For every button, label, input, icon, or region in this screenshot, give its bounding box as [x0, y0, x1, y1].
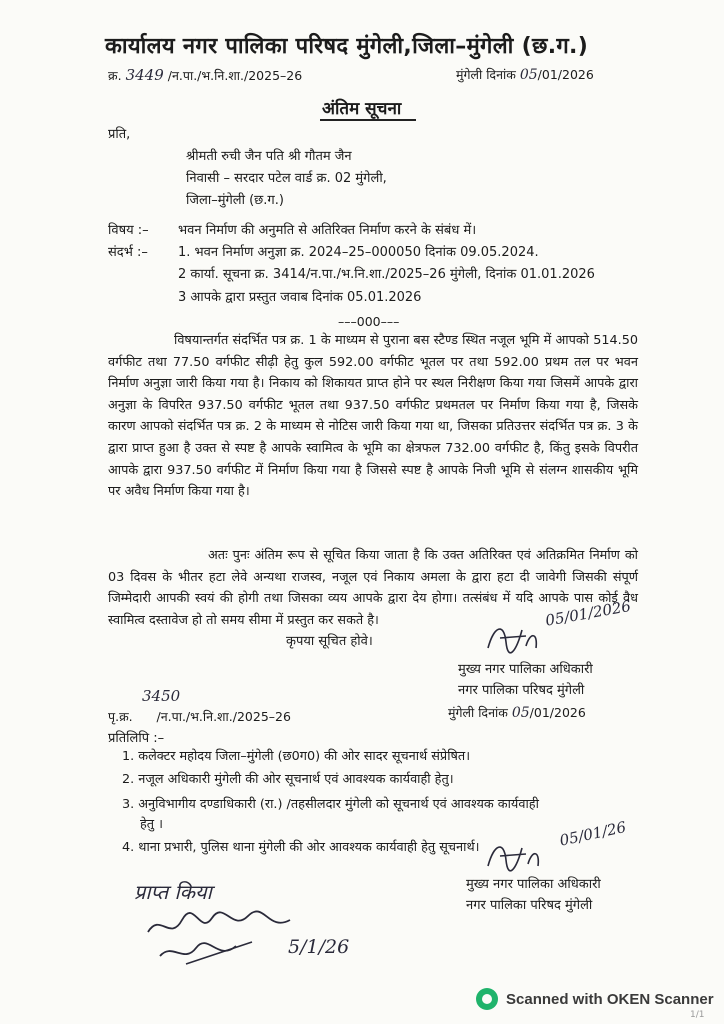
- subject-label: विषय :–: [108, 223, 149, 238]
- endorsement-number: 3450: [142, 687, 181, 705]
- copy-list-item: 1. कलेक्टर महोदय जिला–मुंगेली (छ0ग0) की ओर सादर सूचनार्थ संप्रेषित।: [122, 749, 471, 764]
- reference-prefix: क्र.: [108, 68, 122, 83]
- notice-title: अंतिम सूचना: [322, 99, 402, 119]
- signature-1-date: 05/01/2026: [544, 596, 633, 630]
- reference-item: 1. भवन निर्माण अनुज्ञा क्र. 2024–25–000050 दिनांक 09.05.2024.: [178, 245, 539, 260]
- signatory-office: नगर पालिका परिषद मुंगेली: [458, 683, 585, 698]
- closing-text: कृपया सूचित होवे।: [286, 634, 373, 649]
- endorsement-date: [448, 704, 586, 721]
- body-paragraph-1: विषयान्तर्गत संदर्भित पत्र क्र. 1 के माध्यम से पुराना बस स्टैण्ड स्थित नजूल भूमि में आपको 514.50 वर्गफीट तथा 77.50 वर्गफीट सीढ़ी हेतु कुल 592.00 वर्गफीट भूतल पर तथा 592.00 प्रथम तल पर भवन निर्माण अनुज्ञा जारी किया गया है। निकाय को शिकायत प्राप्त होने पर स्थल निरीक्षण किया गया जिसमें आपके द्वारा अनुज्ञा के विपरित 937.50 वर्गफीट भूतल तथा 937.50 वर्गफीट प्रथमतल पर निर्माण किया गया है, जिसके कारण आपको संदर्भित पत्र क्र. 2 के माध्यम से नोटिस जारी किया गया था, जिसका प्रतिउत्तर संदर्भित पत्र क्र. 3 के द्वारा प्राप्त हुआ है उक्त से स्पष्ट है आपके स्वामित्व के भूमि का क्षेत्रफल 732.00 वर्गफीट है, किंतु इसके विपरीत आपके द्वारा 937.50 वर्गफीट में निर्माण किया गया है जिससे स्पष्ट है आपके निजी भूमि से संलग्न शासकीय भूमि पर अवैध निर्माण किया गया है।: [108, 333, 638, 500]
- copy-list-item: 4. थाना प्रभारी, पुलिस थाना मुंगेली की ओर आवश्यक कार्यवाही हेतु सूचनार्थ।: [122, 840, 480, 855]
- to-label: प्रति,: [108, 127, 131, 142]
- reference-item: 2 कार्या. सूचना क्र. 3414/न.पा./भ.नि.शा./2025–26 मुंगेली, दिनांक 01.01.2026: [178, 267, 595, 282]
- copy-list-item: 2. नजूल अधिकारी मुंगेली की ओर सूचनार्थ एवं आवश्यक कार्यवाही हेतु।: [122, 772, 454, 787]
- copy-list-item: हेतु ।: [140, 817, 164, 832]
- reference-date: [456, 66, 594, 83]
- scanner-watermark: [476, 988, 714, 1010]
- addressee-name: श्रीमती रुची जैन पति श्री गौतम जैन: [186, 149, 352, 164]
- reference-item: 3 आपके द्वारा प्रस्तुत जवाब दिनांक 05.01.2026: [178, 290, 422, 305]
- endorsement-date-day: 05: [511, 705, 530, 721]
- reference-suffix: /न.पा./भ.नि.शा./2025–26: [167, 68, 303, 83]
- references-label: संदर्भ :–: [108, 245, 148, 260]
- signatory-2-designation: मुख्य नगर पालिका अधिकारी: [466, 877, 601, 892]
- receipt-note-line-1: प्राप्त किया: [134, 880, 212, 904]
- title-underline: [320, 119, 416, 121]
- endorsement-prefix: पृ.क्र.: [108, 709, 133, 724]
- separator: –––000–––: [338, 314, 400, 329]
- signatory-2-office: नगर पालिका परिषद मुंगेली: [466, 898, 593, 913]
- scanner-label: Scanned with OKEN Scanner: [506, 990, 714, 1008]
- signatory-designation: मुख्य नगर पालिका अधिकारी: [458, 662, 593, 677]
- copy-list-item: 3. अनुविभागीय दण्डाधिकारी (रा.) /तहसीलदार मुंगेली को सूचनार्थ एवं आवश्यक कार्यवाही: [122, 797, 539, 812]
- endorsement-suffix: /न.पा./भ.नि.शा./2025–26: [156, 709, 291, 724]
- copy-label: प्रतिलिपि :–: [108, 731, 165, 746]
- reference-number: 3449: [125, 66, 164, 84]
- addressee-address: निवासी – सरदार पटेल वार्ड क्र. 02 मुंगेली,: [186, 171, 387, 186]
- body-paragraph-2: अतः पुनः अंतिम रूप से सूचित किया जाता है कि उक्त अतिरिक्त एवं अतिक्रमित निर्माण को 03 दिवस के भीतर हटा लेवे अन्यथा राजस्व, नजूल एवं निकाय अमला के द्वारा हटा दी जावेगी जिसकी संपूर्ण जिम्मेदारी आपकी स्वयं की होगी तथा जिसका व्यय आपके द्वारा देय होगा। तत्संबंध में यदि आपके पास कोई वैध स्वामित्व दस्तावेज हो तो समय सीमा में प्रस्तुत कर सकते है।: [108, 548, 638, 628]
- date-label: मुंगेली दिनांक: [456, 67, 516, 82]
- receipt-note-date: 5/1/26: [288, 936, 350, 958]
- scanner-logo-icon: [476, 988, 498, 1010]
- receipt-signature: [140, 902, 300, 972]
- reference-line: [108, 66, 302, 84]
- signature-2-date: 05/01/26: [558, 817, 628, 850]
- endorsement-date-label: मुंगेली दिनांक: [448, 705, 508, 720]
- page-indicator: 1/1: [690, 1010, 705, 1020]
- office-heading: कार्यालय नगर पालिका परिषद मुंगेली,जिला–मुंगेली (छ.ग.): [105, 34, 589, 59]
- date-rest: /01/2026: [537, 67, 594, 82]
- subject-text: भवन निर्माण की अनुमति से अतिरिक्त निर्माण करने के संबंध में।: [178, 223, 477, 238]
- endorsement-reference: [108, 708, 291, 725]
- date-day: 05: [519, 67, 538, 83]
- addressee-district: जिला–मुंगेली (छ.ग.): [186, 193, 284, 208]
- endorsement-date-rest: /01/2026: [529, 705, 586, 720]
